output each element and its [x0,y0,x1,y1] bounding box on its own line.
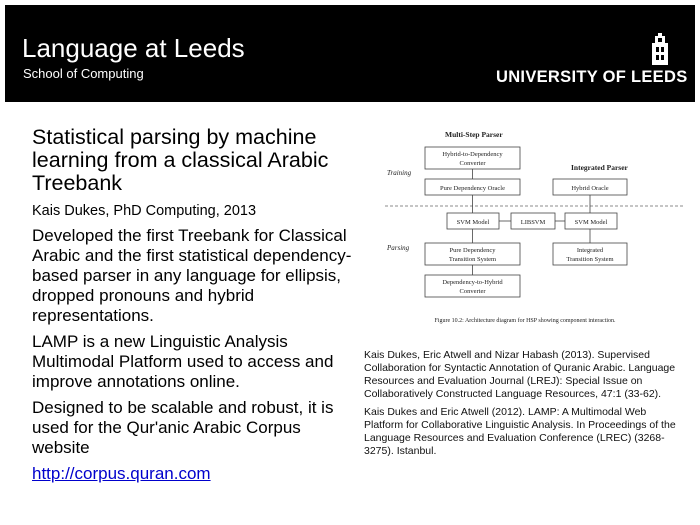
pure-transition-line2: Transition System [448,256,497,263]
slide-title: Statistical parsing by machine learning from a classical Arabic Treebank [32,125,329,195]
svm-model-left-text: SVM Model [456,219,490,226]
university-crest-icon [649,33,671,65]
dep-to-hybrid-line2: Converter [459,288,486,295]
parsing-label: Parsing [387,244,410,252]
libsvm-text: LIBSVM [520,219,546,226]
main-content [32,126,352,484]
training-label: Training [387,169,412,177]
header-title: Language at Leeds [22,33,245,63]
paragraph-lamp: LAMP is a new Linguistic Analysis Multimodal Platform used to access and improve annotations online. [32,332,334,391]
paragraph-scalable: Designed to be scalable and robust, it is used for the Qur'anic Arabic Corpus website [32,398,334,457]
paragraph-treebank: Developed the first Treebank for Classical Arabic and the first statistical dependency-based parser in any language for ellipsis, dropped pronouns and hybrid representations. [32,226,352,325]
references [364,349,676,463]
header-subtitle: School of Computing [23,66,144,81]
reference-2012: Kais Dukes and Eric Atwell (2012). LAMP: A Multimodal Web Platform for Collaborative Linguistic Analysis. In Proceedings of the Language Resources and Evaluation Conference (LREC) (3268-3275). Istanbul. [364,406,676,457]
svm-model-right-text: SVM Model [574,219,608,226]
byline: Kais Dukes, PhD Computing, 2013 [32,203,257,219]
diagram-caption: Figure 10.2: Architecture diagram for HSP showing component interaction. [434,318,616,324]
pure-transition-line1: Pure Dependency [449,247,496,254]
hybrid-to-dependency-line2: Converter [459,160,486,167]
integrated-line2: Transition System [566,256,614,263]
corpus-link[interactable]: http://corpus.quran.com [32,464,211,483]
architecture-diagram [385,125,685,330]
hybrid-oracle-text: Hybrid Oracle [571,185,609,192]
hybrid-to-dependency-line1: Hybrid-to-Dependency [442,151,503,158]
reference-2013: Kais Dukes, Eric Atwell and Nizar Habash (2013). Supervised Collaboration for Syntactic Annotation of Quranic Arabic. Language Resources and Evaluation Journal (LREJ): Special Issue on Collaboratively Constructed Language Resources, 47:1 (33-62). [364,349,676,400]
integrated-title: Integrated Parser [571,163,628,172]
dep-to-hybrid-line1: Dependency-to-Hybrid [442,279,503,286]
university-name: UNIVERSITY OF LEEDS [496,68,688,86]
integrated-line1: Integrated [576,247,604,254]
multi-step-title: Multi-Step Parser [445,130,503,139]
pure-dependency-oracle-text: Pure Dependency Oracle [440,185,505,192]
